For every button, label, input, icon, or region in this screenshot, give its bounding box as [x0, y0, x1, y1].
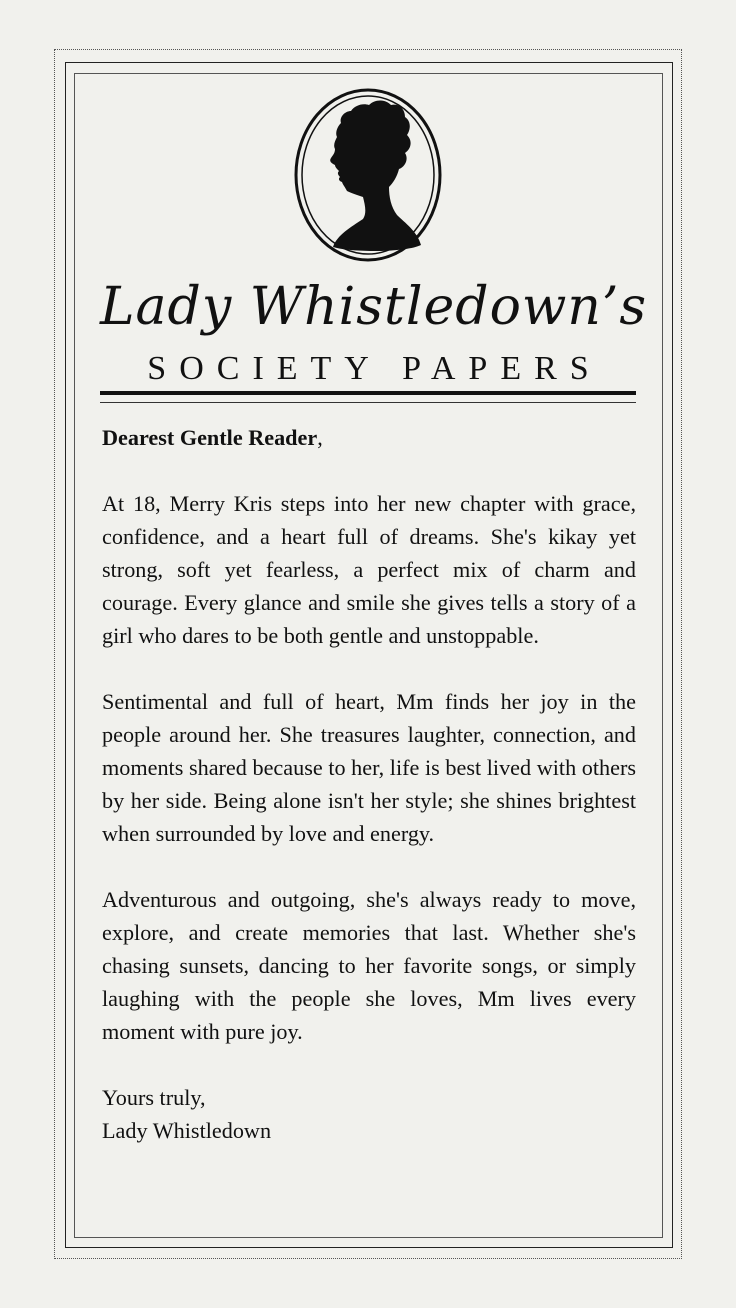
- cameo-silhouette-icon: [293, 87, 443, 263]
- paragraph-3: Adventurous and outgoing, she's always ready to move, explore, and create memories that last. Whether she's chasing sunsets, dancing to her favorite songs, or simply laughing with the people she loves, Mm lives every moment with pure joy.: [102, 887, 636, 1044]
- letter-body: [102, 421, 636, 1147]
- greeting: [102, 421, 636, 454]
- paragraph-2: Sentimental and full of heart, Mm finds her joy in the people around her. She treasures laughter, connection, and moments shared because to her, life is best lived with others by her side. Being alone isn't her style; she shines brightest when surrounded by love and energy.: [102, 689, 636, 846]
- masthead-script-title: Lady Whistledown’s: [100, 277, 648, 337]
- masthead-thin-rule: [100, 402, 636, 403]
- paragraph-1: At 18, Merry Kris steps into her new chapter with grace, confidence, and a heart full of dreams. She's kikay yet strong, soft yet fearless, a perfect mix of charm and courage. Every glance and smile she gives tells a story of a girl who dares to be both gentle and unstoppable.: [102, 491, 636, 648]
- masthead-caps-title: SOCIETY PAPERS: [147, 350, 602, 387]
- greeting-punct: ,: [317, 425, 323, 450]
- greeting-name: Dearest Gentle Reader: [102, 425, 318, 450]
- signature-block: [102, 1081, 636, 1147]
- signature-name: Lady Whistledown: [102, 1118, 272, 1143]
- closing-line: Yours truly,: [102, 1085, 206, 1110]
- masthead-thick-rule: [100, 391, 636, 395]
